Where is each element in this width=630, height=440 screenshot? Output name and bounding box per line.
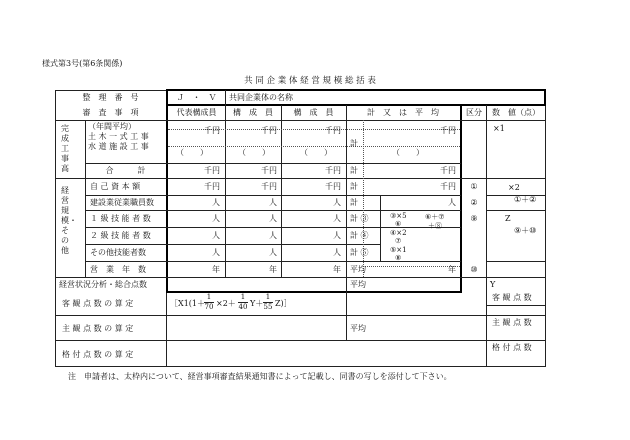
completion-sum-label: 合 計 (105, 166, 146, 175)
jv-name-label: 共同企業体の名称 (229, 93, 293, 102)
civil-work-label: 土 木 一 式 工 事 (88, 132, 149, 141)
work-type-paren: （ ） (300, 148, 332, 157)
management-side-label: 経営規模・その他 (61, 186, 77, 255)
unit: 人 (333, 198, 341, 207)
unit: 人 (448, 198, 456, 207)
unit: 人 (212, 248, 220, 257)
jv-code: Ｊ ・ Ｖ (176, 93, 217, 102)
unit: 人 (212, 231, 220, 240)
fraction-1-40: 1 40 (238, 293, 248, 311)
unit-yen: 千円 (440, 126, 456, 135)
col-item: 審 査 事 項 (82, 108, 139, 117)
unit: 年 (448, 265, 456, 274)
score-x2: ×2 (508, 183, 520, 192)
fraction-1-55: 1 55 (263, 293, 273, 311)
calc-label: 計 ⑤ (350, 248, 369, 257)
equity-label: 自 己 資 本 額 (90, 182, 141, 191)
completion-side-label: 完成工事高 (61, 124, 69, 173)
water-work-label: 水 道 施 設 工 事 (88, 142, 149, 151)
category-mark: ② (470, 198, 478, 207)
employees-label: 建設業従業職員数 (90, 198, 154, 207)
score-x2-sum: ①＋② (514, 195, 537, 204)
unit: 人 (212, 198, 220, 207)
subjective-score-label: 主 観 点 数 (492, 318, 532, 327)
col-member-1: 構 成 員 (233, 108, 273, 117)
unit: 千円 (325, 182, 341, 191)
unit: 人 (269, 231, 277, 240)
col-category: 区分 (466, 108, 482, 117)
unit-yen: 千円 (261, 126, 277, 135)
score-z: Z (505, 214, 511, 223)
rating-score-label: 格 付 点 数 (492, 343, 532, 352)
calc-label: 計 (350, 139, 358, 148)
category-mark: ⑩ (470, 265, 478, 274)
analysis-average: 平均 (350, 280, 366, 289)
category-mark: ① (470, 182, 478, 191)
unit-yen: 千円 (325, 166, 341, 175)
formula-part: Z)］ (275, 299, 292, 308)
ref-number-label: 整 理 番 号 (82, 93, 139, 102)
form-number: 様式第3号(第6条関係) (42, 59, 123, 68)
calc-label: 計 (350, 182, 358, 191)
formula-term: ④×2 (390, 229, 407, 237)
calc-label: 平均 (350, 265, 366, 274)
calc-label: 計 (350, 166, 358, 175)
completion-multiplier: ×1 (493, 124, 505, 133)
fraction-1-70: 1 70 (204, 293, 214, 311)
unit: 人 (269, 248, 277, 257)
col-score: 数 値（点） (492, 108, 540, 117)
unit: 千円 (261, 182, 277, 191)
unit: 千円 (440, 182, 456, 191)
analysis-label: 経営状況分析・総合点数 (59, 280, 147, 289)
formula-term: ⑥ (395, 220, 402, 228)
col-member-2: 構 成 員 (293, 108, 334, 117)
score-y: Y (490, 280, 496, 289)
unit: 人 (333, 248, 341, 257)
unit: 人 (212, 214, 220, 223)
unit-yen: 千円 (204, 126, 220, 135)
objective-label: 客 観 点 数 の 算 定 (62, 299, 134, 308)
unit: 人 (269, 198, 277, 207)
objective-score-label: 客 観 点 数 (492, 293, 532, 302)
col-total: 計 又 は 平 均 (367, 108, 439, 117)
unit: 人 (333, 214, 341, 223)
business-years-label: 営 業 年 数 (90, 265, 146, 274)
grade2-label: ２ 級 技 能 者 数 (90, 231, 151, 240)
unit: 人 (333, 231, 341, 240)
unit: 年 (269, 265, 277, 274)
formula-term: ⑦ (395, 237, 402, 245)
formula-part: ×2＋ (216, 299, 236, 308)
score-z-sum: ⑨＋⑩ (514, 226, 537, 235)
unit: 年 (212, 265, 220, 274)
unit-yen: 千円 (325, 126, 341, 135)
unit: 年 (333, 265, 341, 274)
calc-label: 計 ③ (350, 214, 369, 223)
unit-yen: 千円 (261, 166, 277, 175)
unit-yen: 千円 (204, 166, 220, 175)
calc-label: 計 ④ (350, 231, 369, 240)
rating-label: 格 付 点 数 の 算 定 (62, 350, 134, 359)
subjective-average: 平均 (350, 324, 366, 333)
formula-sum: ⑥＋⑦ (425, 213, 445, 221)
category-mark: ⑨ (470, 214, 478, 223)
formula-part: Y＋ (250, 299, 264, 308)
annual-average-label: （年間平均） (88, 122, 136, 131)
unit: 千円 (204, 182, 220, 191)
work-type-paren: （ ） (238, 148, 270, 157)
work-type-paren: （ ） (176, 148, 208, 157)
grade1-label: １ 級 技 能 者 数 (90, 214, 151, 223)
formula-term: ⑤×1 (390, 246, 407, 254)
subjective-label: 主 観 点 数 の 算 定 (62, 324, 134, 333)
other-skill-label: その他技能者数 (90, 248, 146, 257)
col-rep: 代表構成員 (176, 108, 217, 117)
formula-term: ⑧ (395, 254, 402, 262)
unit-yen: 千円 (440, 166, 456, 175)
formula-sum: ＋⑧ (428, 222, 442, 230)
footnote: 注 申請者は、太枠内について、経営事項審査結果通知書によって記載し、同書の写しを添付して下さい。 (68, 372, 452, 381)
formula-part: ［X1(1＋ (170, 299, 205, 308)
page-title: 共 同 企 業 体 経 営 規 模 総 括 表 (244, 76, 376, 86)
formula-term: ③×5 (390, 212, 407, 220)
calc-label: 計 (350, 198, 358, 207)
work-type-paren: （ ） (392, 148, 424, 157)
unit: 人 (269, 214, 277, 223)
